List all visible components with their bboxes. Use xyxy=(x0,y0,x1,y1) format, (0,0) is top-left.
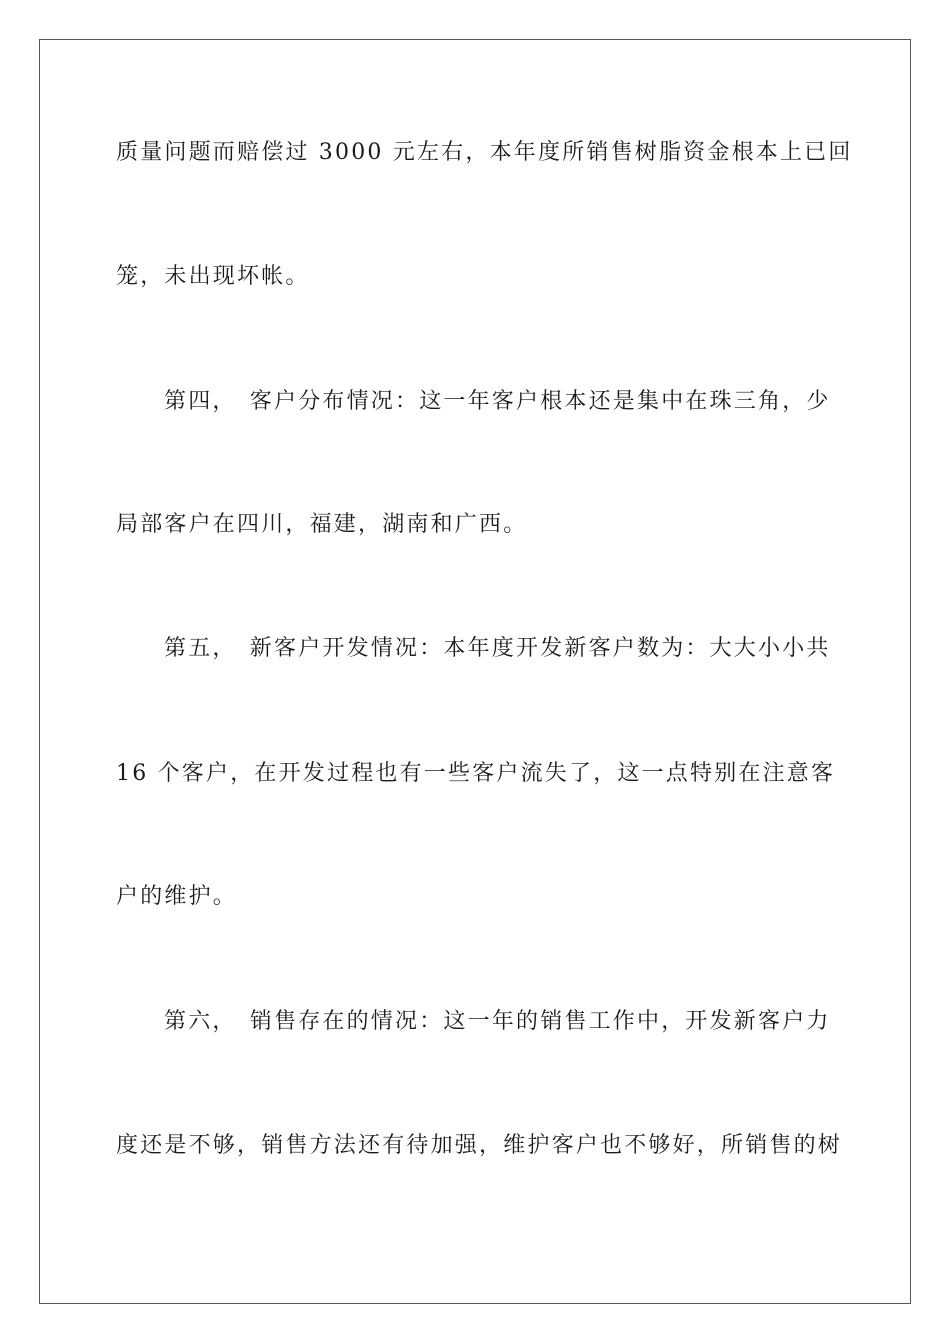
text-line-8: 第六， 销售存在的情况：这一年的销售工作中，开发新客户力 xyxy=(164,1009,831,1034)
text-line-5: 第五， 新客户开发情况：本年度开发新客户数为：大大小小共 xyxy=(164,636,831,661)
text-line-2: 笼，未出现坏帐。 xyxy=(116,264,310,289)
text-line-3: 第四， 客户分布情况：这一年客户根本还是集中在珠三角，少 xyxy=(164,389,831,414)
page-border xyxy=(39,39,911,1304)
text-line-4: 局部客户在四川，福建，湖南和广西。 xyxy=(116,512,528,537)
text-line-9: 度还是不够，销售方法还有待加强，维护客户也不够好，所销售的树 xyxy=(116,1133,843,1158)
text-line-6: 16 个客户，在开发过程也有一些客户流失了，这一点特别在注意客 xyxy=(116,761,836,786)
text-line-1: 质量问题而赔偿过 3000 元左右，本年度所销售树脂资金根本上已回 xyxy=(116,140,853,165)
text-line-7: 户的维护。 xyxy=(116,884,238,909)
